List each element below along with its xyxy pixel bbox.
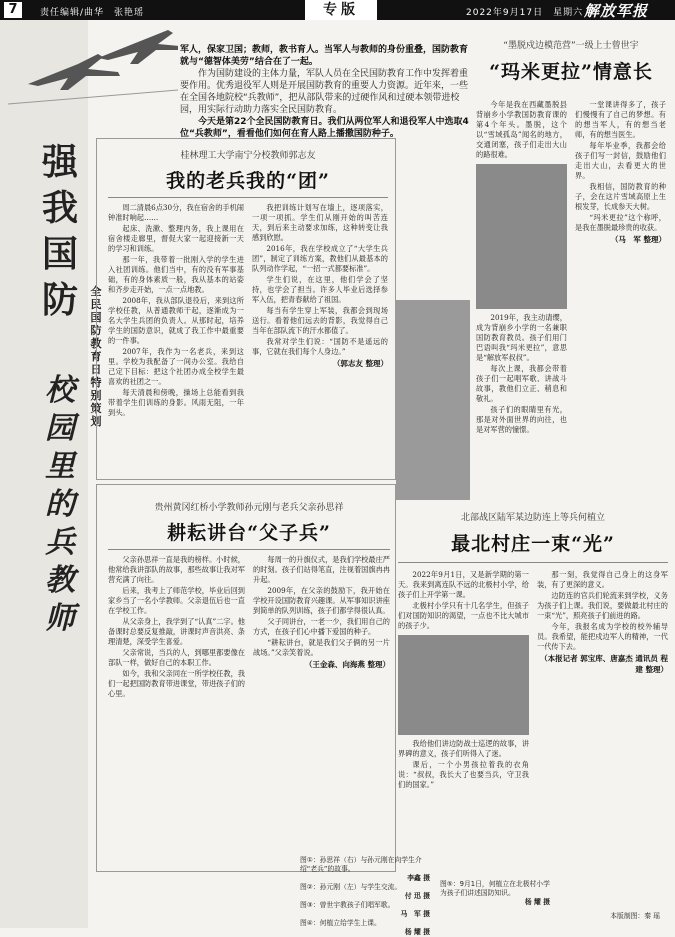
article3 [476,38,666,90]
article3-col2 [575,100,666,436]
article1-byline: （郭志友 整理） [332,359,388,368]
article3-photo [476,164,567,309]
paragraph: 从父亲身上，我学到了“认真”二字。他备课时总要反复推敲，讲课时声音洪亮、条理清楚，深受学生喜爱。 [108,617,245,646]
special-subtitle: 校园里的兵教师 [45,373,75,636]
caption: 图①：孙思祥（右）与孙元刚在向学生介绍“老兵”的故事。 [300,856,422,873]
masthead-logo: 解放军报 [584,2,649,20]
special-title: 强我国防 [41,142,78,321]
paragraph: 那一年，我带着一批刚入学的学生进入社团训练。他们当中，有的没有军事基础，有的身体素质一般，我从基本的站姿和齐步走开始，一点一点地教。 [108,255,244,294]
paragraph: 每年毕业季，我都会给孩子们写一封信，鼓励他们走出大山，去看更大的世界。 [575,141,666,180]
paragraph: 2008年，我从部队退役后，来到这所学校任教，从普通教师干起，逐渐成为一名大学生兵团的负责人。从那时起，培养学生的国防意识，就成了我工作中最重要的一件事。 [108,296,244,345]
paragraph: 边防连的官兵们轮流来到学校，义务为孩子们上课。我们说，要做最北村庄的一束“光”，照亮孩子们前进的路。 [537,591,668,620]
caption: 图④：何植立给学生上课。 [300,919,381,927]
divider [108,197,388,198]
article3-kicker: “墨脱戍边模范营”一级上士曾世宇 [503,41,639,51]
article1 [108,148,388,508]
paragraph: 每当有学生穿上军装，我都会到现场送行。看着他们远去的背影，我觉得自己当年在部队流下的汗水都值了。 [252,306,388,335]
paragraph: 北极村小学只有十几名学生，但孩子们对国防知识的渴望，一点也不比大城市的孩子少。 [398,601,529,630]
article4-kicker: 北部战区陆军某边防连上等兵何植立 [460,513,605,523]
paragraph: “耕耘讲台，就是我们父子俩的另一片战场。”父亲笑着说。 [253,638,390,657]
article2-kicker: 贵州黄冈红桥小学教师孙元刚与老兵父亲孙思祥 [154,503,344,513]
paragraph: 学生们说，在这里，他们学会了坚持，也学会了担当。许多人毕业后选择参军入伍，把青春献给了祖国。 [252,275,388,304]
article1-col2 [252,203,388,508]
paragraph: 课后，一个小男孩拉着我的衣角说：“叔叔，我长大了也要当兵，守卫我们的国家。” [398,760,529,789]
article4-headline: 最北村庄一束“光” [451,533,615,555]
article4-photo [398,635,529,735]
editors-line: 责任编辑/曲华 张艳瑶 [40,8,145,18]
article3-body [476,100,666,436]
article1-kicker: 桂林理工大学南宁分校教师郭志友 [180,151,316,161]
caption-author: 杨 耀 摄 [404,928,430,936]
article2-col1 [108,555,245,903]
article4-col1 [398,570,529,850]
divider [398,562,668,563]
caption: 图②：孙元刚（左）与学生交流。 [300,883,402,891]
paragraph: 2007年，我作为一名老兵，来到这里。学校为我配备了一间办公室。我给自己定下目标：把这个社团办成全校学生最喜欢的社团之一。 [108,347,244,386]
paragraph: 起床、洗漱、整理内务，我上课用在宿舍楼走廊里，督促大家一起迎接新一天的学习和训练。 [108,224,244,253]
paragraph: 今年，我报名成为学校的校外辅导员。我希望，能把戍边军人的精神，一代一代传下去。 [537,622,668,651]
paragraph: 那一刻，我觉得自己身上的这身军装，有了更深的意义。 [537,570,668,589]
article2-body [108,555,390,903]
paragraph: “玛米更拉”这个称呼，是我在墨脱最珍贵的收获。 [575,213,666,232]
paragraph: 每天清晨和傍晚，操场上总能看到我带着学生们训练的身影。风雨无阻，一年到头。 [108,388,244,417]
paragraph: 我把训练计划写在墙上，逐项落实，一项一项抓。学生们从刚开始的叫苦连天，到后来主动要求加练，这种转变让我感到欣慰。 [252,203,388,242]
paragraph: 我相信，国防教育的种子，会在这片雪域高原上生根发芽，长成参天大树。 [575,182,666,211]
paragraph: 每周一的升旗仪式，是我们学校最庄严的时刻。孩子们站得笔直，注视着国旗冉冉升起。 [253,555,390,584]
intro-body: 作为国防建设的主体力量，军队人员在全民国防教育工作中发挥着重要作用。优秀退役军人则是开展国防教育的重要人力资源。近年来，一些在全国各地院校“兵教师”，把从部队带来的过硬作风和过硬本领带进校园，用实际行动助力落实全民国防教育。 [180,69,469,115]
article4-header [398,510,668,563]
paragraph: 今年是我在西藏墨脱县背崩乡小学教国防教育课的第4个年头。墨脱，这个以“雪域孤岛”闻名的地方，交通闭塞，孩子们走出大山的路很难。 [476,100,567,159]
paragraph: 2019年，我主动请缨，成为背崩乡小学的一名兼职国防教育教员。孩子们用门巴语叫我“玛米更拉”，意思是“解放军叔叔”。 [476,313,567,362]
intro-block [180,44,470,140]
article2-col2 [253,555,390,903]
caption-author: 马 军 摄 [400,910,430,918]
paragraph: 父亲孙思祥一直是我的榜样。小时候，他常给我讲部队的故事，那些故事让我对军营充满了向往。 [108,555,245,584]
paragraph: 我给他们讲边防战士巡逻的故事，讲界碑的意义，孩子们听得入了迷。 [398,739,529,758]
article3-col1 [476,100,567,436]
article2 [108,500,390,903]
article3-headline: “玛米更拉”情意长 [489,61,653,83]
paragraph: 2022年9月1日，又是新学期的第一天。我来到离连队不远的北极村小学，给孩子们上开学第一课。 [398,570,529,599]
article4-byline: （本报记者 郭宝库、唐嘉杰 通讯员 程 建 整理） [540,654,668,674]
center-photo [396,300,470,500]
paragraph: 2016年，我在学校成立了“大学生兵团”，制定了训练方案，教他们从最基本的队列动作学起，“一招一式都要标准”。 [252,244,388,273]
article3-byline: （马 军 整理） [610,235,666,244]
article2-headline: 耕耘讲台“父子兵” [167,522,331,544]
special-label: 全民国防教育日特别策划 [90,285,102,428]
publication-date: 2022年9月17日 星期六 [466,8,584,18]
paragraph: 后来，我考上了师范学校，毕业后回到家乡当了一名小学教师。父亲退伍后也一直在学校工作。 [108,586,245,615]
fighter-jets-image [8,24,178,110]
divider [108,549,390,550]
article1-col1 [108,203,244,508]
caption: 图⑤：9月1日，何植立在北极村小学为孩子们讲述国防知识。 [440,880,550,897]
article1-body [108,203,388,508]
article1-headline: 我的老兵我的“团” [166,170,330,192]
paragraph: 父亲常说，当兵的人，到哪里都要像在部队一样，做好自己的本职工作。 [108,648,245,667]
paragraph: 2009年，在父亲的鼓励下，我开始在学校开设国防教育兴趣课。从军事知识讲座到简单的队列训练，孩子们都学得很认真。 [253,586,390,615]
center-photo-top [396,300,470,308]
paragraph: 我常对学生们说：“国防不是遥远的事，它就在我们每个人身边。” [252,337,388,356]
layout-credit: 本版制图：秦 瑶 [610,912,660,920]
intro-closing: 今天是第22个全民国防教育日。我们从两位军人和退役军人中选取4位“兵教师”，看看他们如何在育人路上播撒国防种子。 [180,117,469,139]
paragraph: 周二清晨6点30分，我在宿舍的手机闹钟准时响起…… [108,203,244,222]
paragraph: 孩子们的眼睛里有光，那是对外面世界的向往，也是对军营的憧憬。 [476,405,567,434]
captions-block-1 [300,856,430,937]
intro-lead: 军人，保家卫国；教师，教书育人。当军人与教师的身份重叠，国防教育就与“德智体美劳”结合在了一起。 [180,45,469,67]
paragraph: 每次上课，我都会带着孩子们一起唱军歌、讲战斗故事，教他们立正、稍息和敬礼。 [476,364,567,403]
paragraph: 如今，我和父亲同在一所学校任教，我们一起把国防教育带进课堂，带进孩子们的心里。 [108,669,245,698]
caption-author: 杨 耀 摄 [524,898,550,906]
caption: 图③：曾世宇教孩子们唱军歌。 [300,901,395,909]
article4-body [398,570,668,850]
paragraph: 父子同讲台，一老一少，我们用自己的方式，在孩子们心中播下爱国的种子。 [253,617,390,636]
article4-col2 [537,570,668,850]
captions-block-2 [440,880,550,907]
section-tab: 专版 [305,0,377,20]
caption-author: 付 迅 摄 [404,892,430,900]
paragraph: 一堂课讲得多了，孩子们慢慢有了自己的梦想。有的想当军人，有的想当老师，有的想当医生。 [575,100,666,139]
page-number: 7 [4,2,22,18]
article2-byline: （王金森、向海燕 整理） [304,660,390,669]
caption-author: 李鑫 摄 [407,874,430,882]
